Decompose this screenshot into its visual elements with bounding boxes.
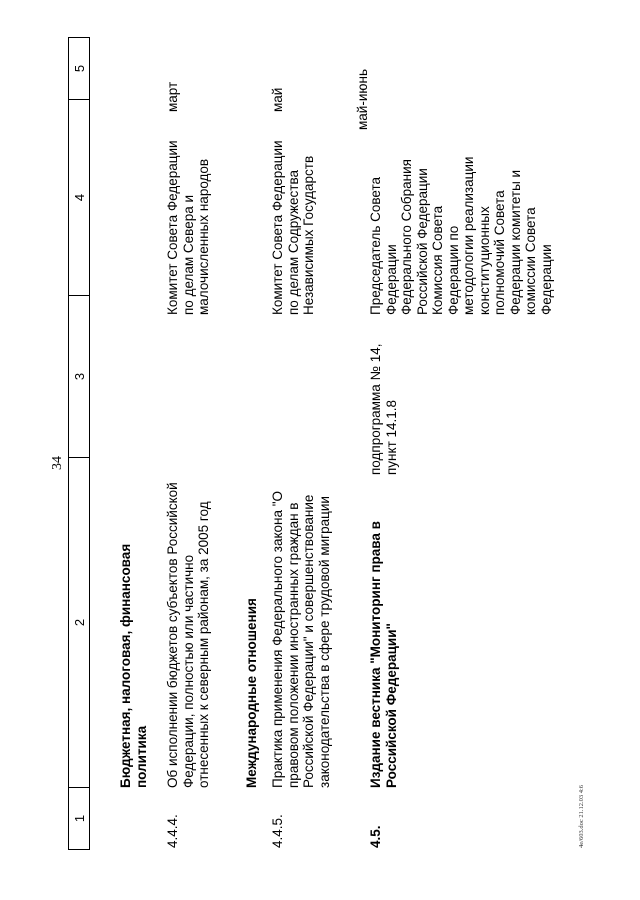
row-number: 4.5. — [368, 825, 383, 848]
row-text: Об исполнении бюджетов субъектов Российской Федерации, полностью или частично отнесенных к северным районам, за 2005 год — [165, 482, 211, 788]
footer-file-stamp: 4e/603.doc 21.12.03 4:6 — [578, 784, 585, 848]
column-header-4: 4 — [69, 100, 90, 296]
rotated-content — [50, 30, 590, 870]
row-term: май — [270, 87, 285, 112]
row-term: май-июнь — [355, 69, 370, 130]
row-number: 4.4.5. — [270, 814, 285, 848]
row-responsible: Комитет Совета Федерации по делам Севера и малочисленных народов — [165, 140, 211, 315]
column-header-2: 2 — [69, 458, 90, 788]
column-header-3: 3 — [69, 296, 90, 458]
column-header-5: 5 — [69, 38, 90, 100]
row-responsible: Комитет Совета Федерации по делам Содружества Независимых Государств — [270, 140, 316, 315]
column-header-table — [68, 37, 90, 850]
row-text: Издание вестника "Мониторинг права в Российской Федерации" — [368, 521, 399, 788]
row-responsible: Председатель Совета Федерации Федерального Собрания Российской Федерации Комиссия Совета Федерации по методологии реализации конституционных полномочий Совета Федерации комитеты и комиссии Совета Федерации — [368, 156, 554, 315]
column-header-1: 1 — [69, 788, 90, 850]
section-title-international: Международные отношения — [244, 598, 259, 788]
section-title-budget: Бюджетная, налоговая, финансовая политика — [118, 543, 149, 788]
row-text: Практика применения Федерального закона "О правовом положении иностранных граждан в Российской Федерации" и совершенствование законодательства в сфере трудовой миграции — [270, 490, 332, 788]
row-basis: подпрограмма № 14, пункт 14.1.8 — [368, 343, 399, 475]
row-number: 4.4.4. — [165, 814, 180, 848]
page-number: 34 — [50, 456, 65, 470]
row-term: март — [165, 81, 180, 112]
